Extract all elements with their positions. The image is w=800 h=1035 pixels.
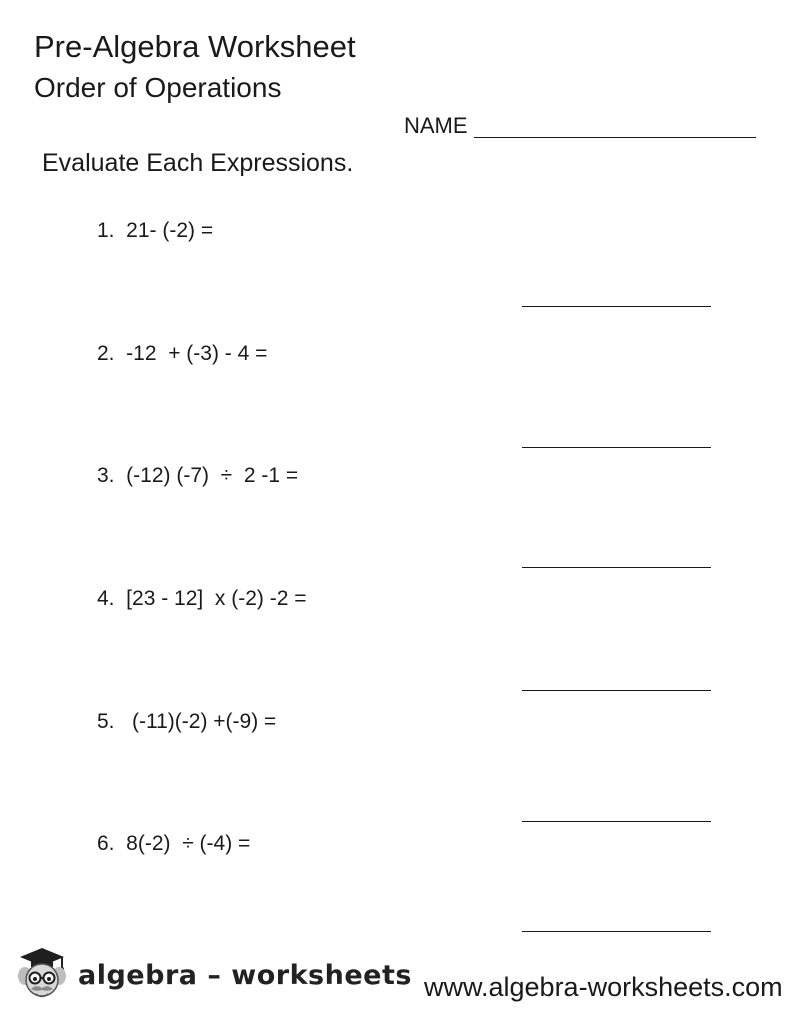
worksheet-subtitle: Order of Operations	[34, 72, 282, 103]
footer-logo	[14, 946, 412, 1004]
worksheet-title: Pre-Algebra Worksheet	[34, 29, 356, 64]
site-url[interactable]: www.algebra-worksheets.com	[424, 972, 783, 1002]
answer-line-4[interactable]	[522, 690, 711, 691]
name-field-line[interactable]	[474, 137, 756, 138]
problem-2: 2. -12 + (-3) - 4 =	[97, 342, 268, 365]
answer-line-3[interactable]	[522, 567, 711, 568]
problem-3: 3. (-12) (-7) ÷ 2 -1 =	[97, 464, 299, 487]
answer-line-2[interactable]	[522, 447, 711, 448]
problem-6: 6. 8(-2) ÷ (-4) =	[97, 832, 251, 855]
name-label: NAME	[404, 113, 468, 138]
professor-mascot-icon	[14, 946, 70, 1004]
answer-line-1[interactable]	[522, 306, 711, 307]
logo-text: algebra – worksheets	[78, 959, 412, 991]
problem-5: 5. (-11)(-2) +(-9) =	[97, 710, 277, 733]
problem-1: 1. 21- (-2) =	[97, 219, 214, 242]
answer-line-6[interactable]	[522, 931, 711, 932]
instructions: Evaluate Each Expressions.	[42, 149, 354, 177]
answer-line-5[interactable]	[522, 821, 711, 822]
problem-4: 4. [23 - 12] x (-2) -2 =	[97, 587, 307, 610]
